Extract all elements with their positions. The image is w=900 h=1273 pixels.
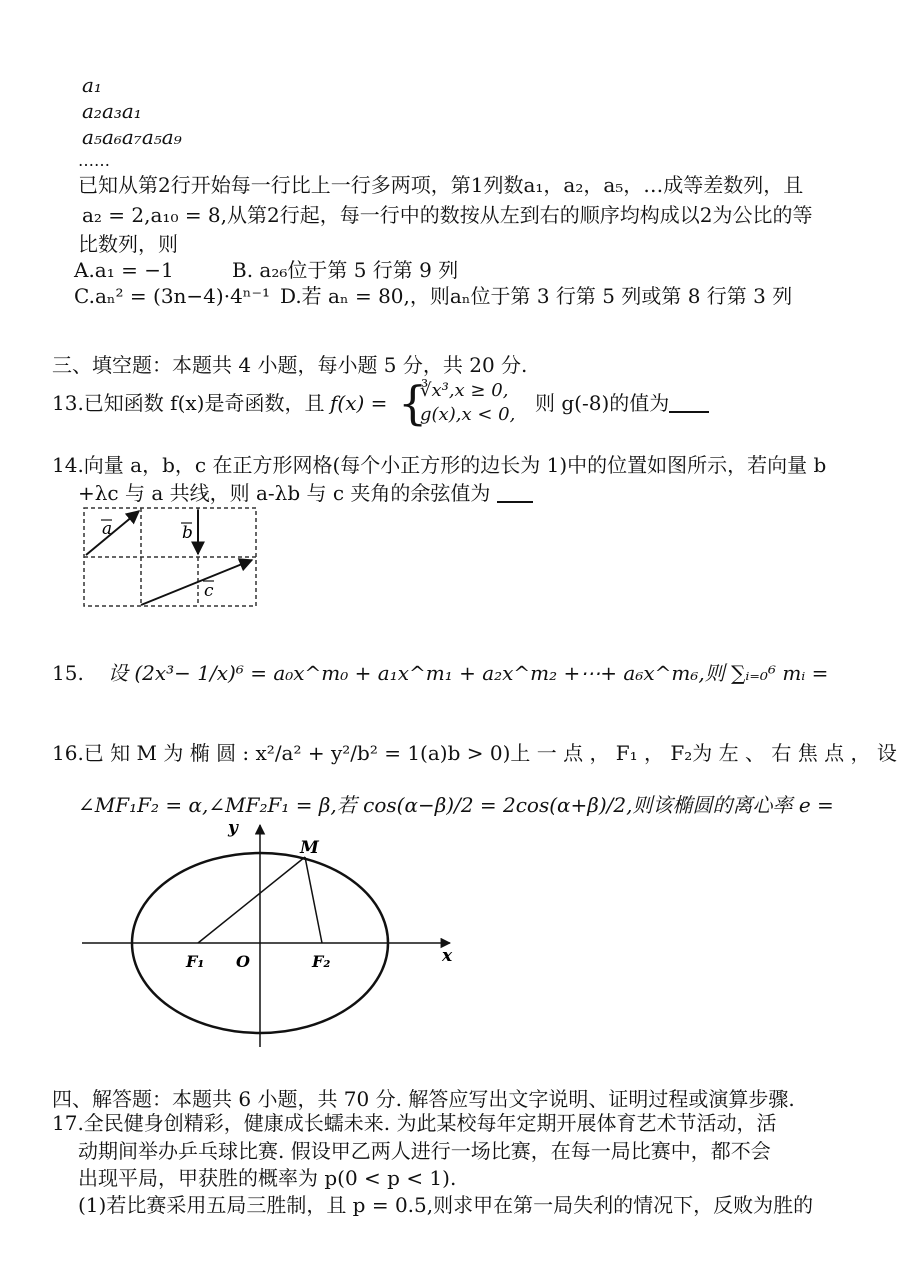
vector-b-label: b (182, 523, 193, 543)
q15-number: 15. (52, 661, 84, 685)
q16-line1: 16.已 知 M 为 椭 圆 : x²/a² + y²/b² = 1(a)b > 0)上 一 点 ， F₁ ， F₂为 左 、 右 焦 点 ， 设 (52, 741, 897, 765)
q13-brace: { (398, 376, 428, 430)
q13-question: 则 g(-8)的值为 (535, 391, 670, 415)
q14-answer-blank (497, 481, 533, 503)
vector-c-label: c (204, 581, 214, 601)
vector-grid-figure (80, 504, 260, 610)
q17-line4: (1)若比赛采用五局三胜制，且 p = 0.5,则求甲在第一局失利的情况下，反败为胜的 (78, 1193, 814, 1217)
q17-line2: 动期间举办乒乓球比赛. 假设甲乙两人进行一场比赛，在每一局比赛中，都不会 (78, 1139, 771, 1163)
q12-row4: …… (78, 151, 110, 170)
q13-answer-blank (669, 391, 709, 413)
x-axis-label: x (442, 946, 453, 966)
q15-equation: 设 (2x³− 1/x)⁶ = a₀x^m₀ + a₁x^m₁ + a₂x^m₂ +⋯+ a₆x^m₆,则 ∑ᵢ₌₀⁶ mᵢ = (108, 661, 829, 685)
q12-option-b: B. a₂₆位于第 5 行第 9 列 (232, 258, 459, 282)
q12-row2: a₂a₃a₁ (82, 99, 142, 123)
y-axis-label: y (228, 818, 238, 838)
point-m-label: M (300, 838, 319, 858)
section4-heading: 四、解答题：本题共 6 小题，共 70 分. 解答应写出文字说明、证明过程或演算步骤. (52, 1087, 795, 1111)
q16-line2: ∠MF₁F₂ = α,∠MF₂F₁ = β,若 cos(α−β)/2 = 2cos(α+β)/2,则该椭圆的离心率 e = (78, 793, 834, 817)
q12-row3: a₅a₆a₇a₅a₉ (82, 125, 182, 149)
ellipse-figure (80, 815, 460, 1060)
q12-option-a: A.a₁ = −1 (74, 258, 174, 282)
vector-a-label: a (102, 519, 113, 539)
q13-suffix (535, 390, 709, 416)
q12-stem-line3: 比数列，则 (78, 232, 178, 256)
q14-line2: +λc 与 a 共线，则 a-λb 与 c 夹角的余弦值为 (78, 481, 491, 505)
segment-mf1 (198, 857, 305, 943)
q17-line1: 17.全民健身创精彩，健康成长蠕未来. 为此某校每年定期开展体育艺术节活动，活 (52, 1111, 777, 1135)
q12-row1: a₁ (82, 73, 102, 97)
origin-label: O (236, 952, 250, 971)
point-f2-label: F₂ (312, 952, 331, 971)
vector-c-arrow (141, 560, 252, 605)
vector-a-arrow (86, 511, 139, 555)
q13-prefix: 13.已知函数 f(x)是奇函数，且 (52, 391, 325, 415)
section3-heading: 三、填空题：本题共 4 小题，每小题 5 分，共 20 分. (52, 353, 528, 377)
q12-option-d: D.若 aₙ = 80,，则aₙ位于第 3 行第 5 列或第 8 行第 3 列 (280, 284, 793, 308)
q14-line1: 14.向量 a，b，c 在正方形网格(每个小正方形的边长为 1)中的位置如图所示，若向量 b (52, 453, 827, 477)
q17-line3: 出现平局，甲获胜的概率为 p(0 < p < 1). (78, 1166, 457, 1190)
q13-case1: ∛x³,x ≥ 0, (420, 380, 509, 401)
q12-option-c: C.aₙ² = (3n−4)·4ⁿ⁻¹ (74, 284, 271, 308)
q12-stem-line2: a₂ = 2,a₁₀ = 8,从第2行起，每一行中的数按从左到右的顺序均构成以2为公比的等 (82, 203, 813, 227)
q14-line2-wrap (78, 480, 533, 506)
q13-case2: g(x),x < 0, (420, 404, 516, 425)
point-f1-label: F₁ (186, 952, 205, 971)
q13-fx: f(x) = (330, 391, 388, 415)
segment-mf2 (305, 857, 322, 943)
q12-stem-line1: 已知从第2行开始每一行比上一行多两项，第1列数a₁，a₂，a₅，…成等差数列，且 (78, 173, 804, 197)
